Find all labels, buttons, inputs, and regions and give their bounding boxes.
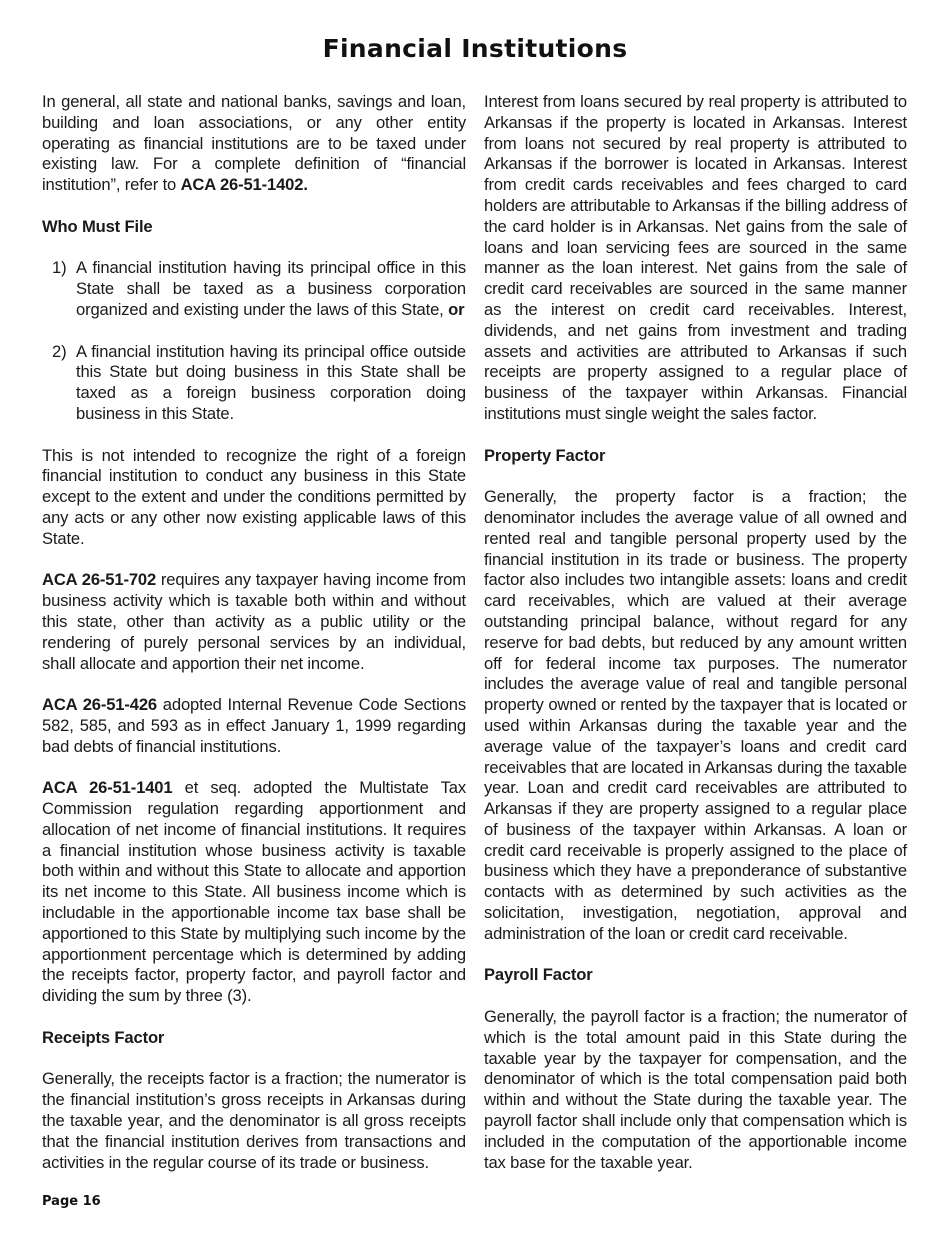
page-number: Page 16 <box>42 1194 101 1209</box>
intro-paragraph <box>42 92 466 196</box>
payroll-factor-heading: Payroll Factor <box>484 965 593 985</box>
list-item-suffix: or <box>448 299 465 319</box>
list-item-number: 2) <box>52 341 67 361</box>
list-item <box>42 258 466 320</box>
who-must-file-list <box>42 258 466 424</box>
page-title: Financial Institutions <box>322 34 628 63</box>
list-item-number: 1) <box>52 258 67 278</box>
aca-1401-reference: ACA 26-51-1401 <box>42 778 173 798</box>
aca-1401-text: et seq. adopted the Multistate Tax Commission regulation regarding apportionment and allocation of net income of financial institutions. It requires a financial institution whose business activity is taxable both within and without this State to allocate and apportion its net income to this State. All business income which is includable in the apportionable income tax base shall be apportioned to this State by multiplying such income by the apportionment percentage which is determined by adding the receipts factor, property factor, and payroll factor and dividing the sum by three (3). <box>42 778 466 1006</box>
left-column <box>42 92 466 1194</box>
intro-aca-reference: ACA 26-51-1402. <box>180 175 308 195</box>
right-column <box>484 92 907 1194</box>
interest-paragraph: Interest from loans secured by real property is attributed to Arkansas if the property is located in Arkansas. Interest from loans not secured by real property is attributed to Arkansas if the borrower is located in Arkansas. Interest from credit cards receivables and fees charged to card holders are attributable to Arkansas if the billing address of the card holder is in Arkansas. Net gains from the sale of loans and loan servicing fees are sourced in the same manner as the loan interest. Net gains from the sale of credit card receivables are sourced in the same manner as the interest on credit card receivables. Interest, dividends, and net gains from investment and trading assets and activities are attributed to Arkansas if such receipts are property assigned to a regular place of business of the taxpayer within Arkansas. Financial institutions must single weight the sales factor. <box>484 92 907 423</box>
who-must-file-heading: Who Must File <box>42 216 153 236</box>
aca-702-text: requires any taxpayer having income from business activity which is taxable both within and without this state, other than activity as a public utility or the rendering of purely personal services by an individual, shall allocate and apportion their net income. <box>42 570 466 673</box>
aca-426-reference: ACA 26-51-426 <box>42 695 157 715</box>
list-item-text: A financial institution having its principal office in this State shall be taxed as a business corporation organized and existing under the laws of this State, <box>76 258 466 319</box>
property-factor-heading: Property Factor <box>484 445 606 465</box>
aca-702-paragraph <box>42 570 466 674</box>
list-item <box>42 342 466 425</box>
aca-702-reference: ACA 26-51-702 <box>42 570 157 590</box>
aca-426-text: adopted Internal Revenue Code Sections 582, 585, and 593 as in effect January 1, 1999 regarding bad debts of financial institutions. <box>42 695 466 756</box>
aca-1401-paragraph <box>42 778 466 1007</box>
property-factor-paragraph: Generally, the property factor is a fraction; the denominator includes the average value of all owned and rented real and tangible personal property used by the financial institution in its trade or business. The property factor also includes two intangible assets: loans and credit card receivables, which are valued at their average outstanding principal balance, without regard for any reserve for bad debts, but reduced by any amount written off for federal income tax purposes. The numerator includes the average value of real and tangible personal property owned or rented by the taxpayer that is located or used within Arkansas during the taxable year and the average value of the taxpayer’s loans and credit card receivables that are located in Arkansas during the taxable year. Loan and credit card receivables are attributed to Arkansas if they are property assigned to a regular place of business of the taxpayer within Arkansas. A loan or credit card receivable is properly assigned to the place of business which they have a preponderance of substantive contacts with as determined by such activities as the solicitation, investigation, negotiation, approval and administration of the loan or credit card receivable. <box>484 487 907 943</box>
payroll-factor-paragraph: Generally, the payroll factor is a fraction; the numerator of which is the total amount paid in this State during the taxable year by the taxpayer for compensation, and the denominator of which is the total compensation paid both within and without the State during the taxable year. The payroll factor shall include only that compensation which is included in the computation of the apportionable income tax base for the taxable year. <box>484 1007 907 1172</box>
list-item-text: A financial institution having its principal office outside this State but doing business in this State shall be taxed as a foreign business corporation doing business in this State. <box>76 341 466 423</box>
intro-text: In general, all state and national banks, savings and loan, building and loan associations, or any other entity operating as financial institutions are to be taxed under existing law. For a complete definition of “financial institution”, refer to <box>42 92 466 195</box>
receipts-factor-heading: Receipts Factor <box>42 1027 165 1047</box>
not-intended-paragraph: This is not intended to recognize the right of a foreign financial institution to conduct any business in this State except to the extent and under the conditions permitted by any acts or any other now existing applicable laws of this State. <box>42 445 466 548</box>
receipts-factor-paragraph: Generally, the receipts factor is a fraction; the numerator is the financial institution’s gross receipts in Arkansas during the taxable year, and the denominator is all gross receipts that the financial institution derives from transactions and activities in the regular course of its trade or business. <box>42 1069 466 1172</box>
aca-426-paragraph <box>42 695 466 757</box>
